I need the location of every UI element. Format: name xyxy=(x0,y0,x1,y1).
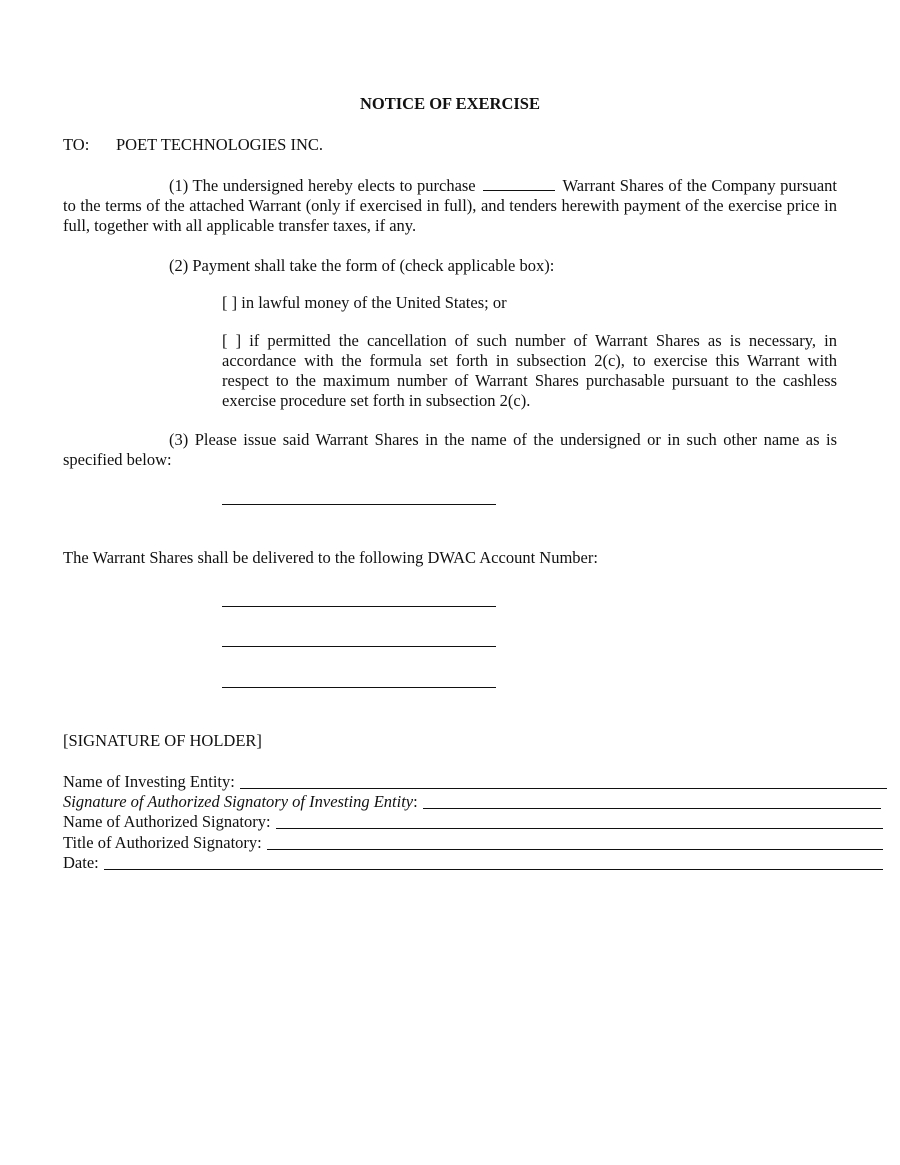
date-field[interactable] xyxy=(104,869,883,870)
signatory-title-label: Title of Authorized Signatory: xyxy=(63,833,262,852)
registered-name-line[interactable] xyxy=(222,504,496,505)
dwac-instruction: The Warrant Shares shall be delivered to the following DWAC Account Number: xyxy=(63,548,598,567)
signatory-title-field[interactable] xyxy=(267,849,883,850)
authorized-signature-row xyxy=(63,792,881,812)
paragraph-1-intro: (1) The undersigned hereby elects to purchase xyxy=(169,176,476,195)
document-title: NOTICE OF EXERCISE xyxy=(359,94,540,113)
signature-heading: [SIGNATURE OF HOLDER] xyxy=(63,731,262,750)
entity-name-row xyxy=(63,772,887,792)
to-recipient: POET TECHNOLOGIES INC. xyxy=(116,135,324,154)
dwac-account-line-2[interactable] xyxy=(222,646,496,647)
payment-option-cash-text: in lawful money of the United States; or xyxy=(241,293,507,312)
authorized-signature-label-main: Signature of Authorized Signatory of Investing Entity xyxy=(63,792,414,811)
signatory-name-field[interactable] xyxy=(276,828,883,829)
paragraph-3-text: (3) Please issue said Warrant Shares in the name of the undersigned or in such other name as is specified below: xyxy=(63,430,837,469)
payment-option-cashless xyxy=(222,331,837,411)
signatory-name-label: Name of Authorized Signatory: xyxy=(63,812,271,831)
checkbox-cash[interactable]: [ ] xyxy=(222,293,238,312)
checkbox-cashless[interactable]: [ ] xyxy=(222,331,242,350)
payment-option-cash xyxy=(222,293,837,313)
signatory-title-row xyxy=(63,833,883,853)
date-row xyxy=(63,853,883,873)
entity-name-field[interactable] xyxy=(240,788,887,789)
to-label: TO: xyxy=(63,135,90,154)
authorized-signature-label-colon: : xyxy=(413,792,418,811)
paragraph-1-rest: Warrant Shares of the Company pursuant to the terms of the attached Warrant (only if exercised in full), and tenders herewith payment of the exercise price in full, together with all applicable transfer taxes, if any. xyxy=(63,176,837,235)
date-label: Date: xyxy=(63,853,99,872)
entity-name-label: Name of Investing Entity: xyxy=(63,772,235,791)
share-count-blank[interactable] xyxy=(483,176,555,191)
dwac-account-line-1[interactable] xyxy=(222,606,496,607)
dwac-account-line-3[interactable] xyxy=(222,687,496,688)
paragraph-2 xyxy=(63,256,837,276)
paragraph-2-text: (2) Payment shall take the form of (check applicable box): xyxy=(169,256,555,275)
payment-option-cashless-text: if permitted the cancellation of such number of Warrant Shares as is necessary, in accordance with the formula set forth in subsection 2(c), to exercise this Warrant with respect to the maximum number of Warrant Shares purchasable pursuant to the cashless exercise procedure set forth in subsection 2(c). xyxy=(222,331,837,410)
paragraph-1 xyxy=(63,176,837,236)
signatory-name-row xyxy=(63,812,883,832)
authorized-signature-field[interactable] xyxy=(423,808,881,809)
paragraph-3 xyxy=(63,430,837,470)
authorized-signature-label xyxy=(63,792,418,812)
